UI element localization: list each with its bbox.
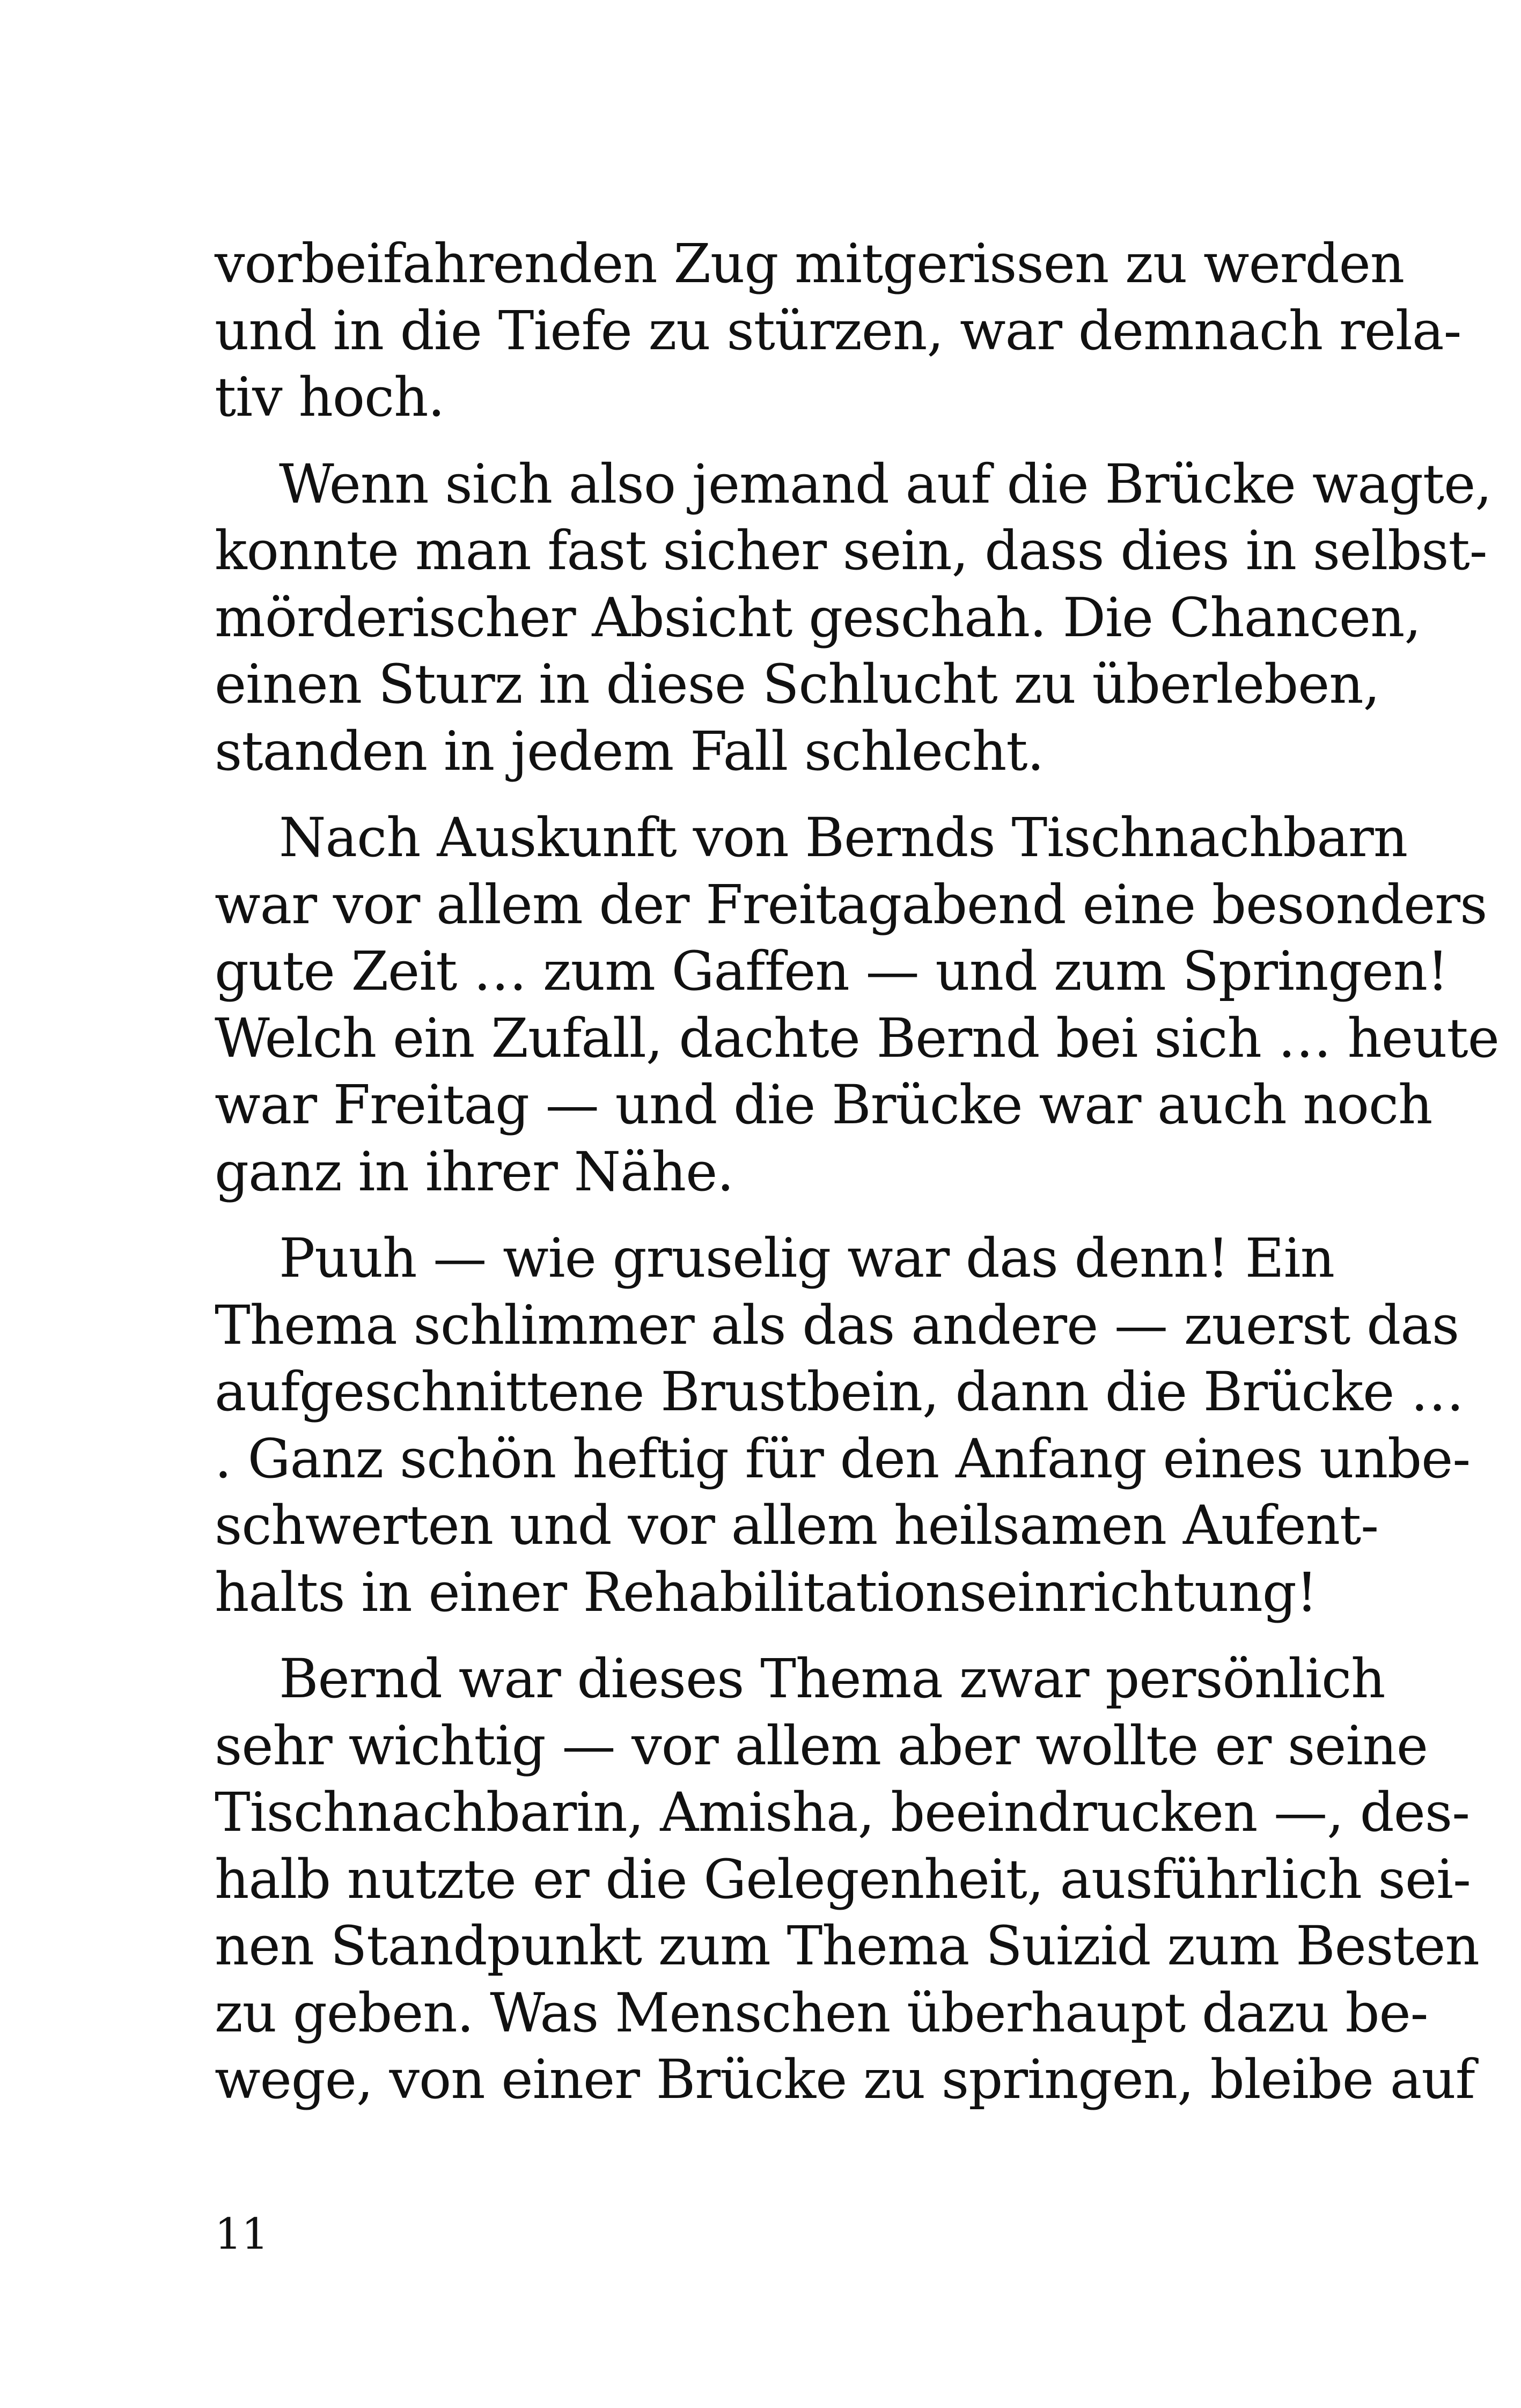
text-line: schwerten und vor allem heilsamen Aufent- [215,1494,1379,1557]
text-line: mörderischer Absicht geschah. Die Chancen, [215,586,1421,649]
text-line: Puuh — wie gruselig war das denn! Ein [279,1227,1335,1290]
text-line: war Freitag — und die Brücke war auch noch [215,1073,1432,1136]
text-line: wege, von einer Brücke zu springen, bleibe auf [215,2048,1475,2111]
text-line: tiv hoch. [215,366,445,429]
text-line: Bernd war dieses Thema zwar persönlich [279,1647,1385,1710]
text-line: Wenn sich also jemand auf die Brücke wagte, [279,452,1492,516]
text-line: und in die Tiefe zu stürzen, war demnach rela- [215,299,1461,362]
text-line: halts in einer Rehabilitationseinrichtung! [215,1560,1318,1624]
paragraph [215,1646,1479,2114]
text-line: halb nutzte er die Gelegenheit, ausführlich sei- [215,1847,1471,1911]
paragraph [215,451,1492,785]
text-line: sehr wichtig — vor allem aber wollte er seine [215,1714,1428,1777]
text-line: war vor allem der Freitagabend eine besonders [215,873,1487,936]
text-line: Tischnachbarin, Amisha, beeindrucken —, des- [215,1781,1470,1844]
text-line: gute Zeit … zum Gaffen — und zum Springen! [215,940,1449,1003]
text-line: vorbeifahrenden Zug mitgerissen zu werden [215,232,1405,295]
text-line: Nach Auskunft von Bernds Tischnachbarn [279,806,1408,869]
page-number: 11 [215,2209,268,2259]
text-line: Thema schlimmer als das andere — zuerst das [215,1293,1459,1357]
text-line: konnte man fast sicher sein, dass dies in selbst- [215,519,1487,582]
text-line: . Ganz schön heftig für den Anfang eines unbe- [215,1427,1471,1490]
text-line: zu geben. Was Menschen überhaupt dazu be- [215,1981,1428,2044]
text-line: aufgeschnittene Brustbein, dann die Brücke … [215,1360,1464,1423]
body-text [215,231,1499,2133]
text-line: Welch ein Zufall, dachte Bernd bei sich … heute [215,1006,1499,1070]
text-line: nen Standpunkt zum Thema Suizid zum Besten [215,1914,1479,1977]
paragraph [215,231,1461,431]
paragraph [215,805,1499,1205]
text-line: ganz in ihrer Nähe. [215,1140,734,1203]
paragraph [215,1225,1471,1626]
text-line: einen Sturz in diese Schlucht zu überleben, [215,653,1380,716]
text-line: standen in jedem Fall schlecht. [215,719,1044,783]
